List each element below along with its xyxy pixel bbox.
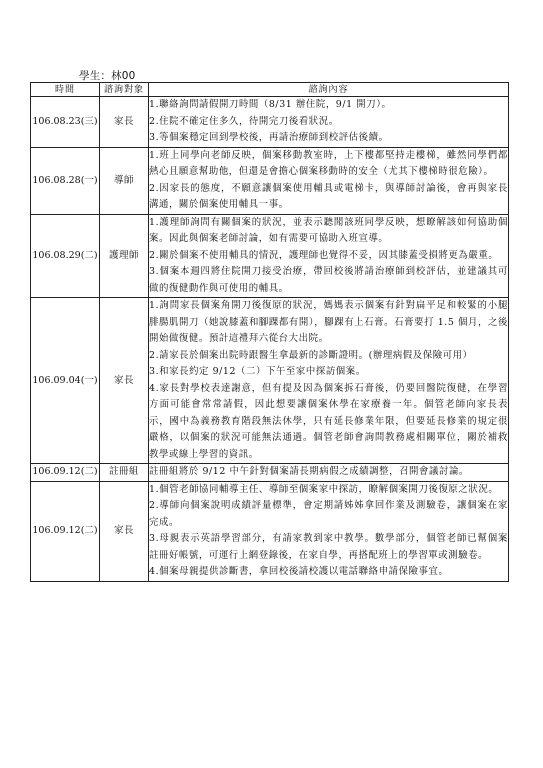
row-date: 106.08.29(二) <box>31 214 100 298</box>
row-content <box>149 97 509 148</box>
student-name-label: 學生：林00 <box>79 70 136 82</box>
consultation-log-table <box>30 82 509 582</box>
content-item: 2.請家長於個案出院時跟醫生拿最新的診斷證明。(辦理病假及保險可用） <box>149 349 473 361</box>
content-item: 4.家長對學校表達謝意，但有提及因為個案拆石膏後，仍要回醫院復健，在學習方面可能會常常請假，因此想要讓個案休學在家療養一年。個管老師向家長表示，國中為義務教育階段無法休學，只有延長修業年限，但要延長修業的規定很嚴格，以個案的狀況可能無法通過。個管老師會詢問教務處相關單位，關於補救教學或線上學習的資訊。 <box>149 382 508 460</box>
content-item: 2.導師向個案說明成績評量標準，會定期請姊姊拿回作業及測驗卷，讓個案在家完成。 <box>149 500 508 528</box>
content-item: 2.因家長的態度，不願意讓個案使用輔具或電梯卡，與導師討論後，會再與家長溝通，關於個案使用輔具一事。 <box>149 182 508 210</box>
table-row <box>31 298 509 464</box>
content-item: 3.個案本週四將住院開刀接受治療，帶回校後將請治療師到校評估，並建議其可做的復健動作與可使用的輔具。 <box>149 266 508 294</box>
content-item: 4.個案母親提供診斷書，拿回校後請校護以電話聯絡申請保險事宜。 <box>149 566 449 577</box>
row-consultee: 導師 <box>100 147 149 214</box>
row-content <box>149 464 509 482</box>
content-item: 2.關於個案不使用輔具的情況，護理師也覺得不妥，因其膝蓋受損將更為嚴重。 <box>149 249 499 261</box>
content-item: 1.個管老師協同輔導主任、導師至個案家中探訪，瞭解個案開刀後復原之狀況。 <box>149 483 499 495</box>
content-item: 2.住院不確定住多久，待開完刀後看狀況。 <box>149 115 339 127</box>
table-row <box>31 147 509 214</box>
content-item: 1.班上同學向老師反映，個案移動教室時，上下樓都堅持走樓梯，雖然同學們都熱心且願意幫助他，但還是會擔心個案移動時的安全（尤其下樓梯時很危險）。 <box>149 149 508 177</box>
content-item: 3.等個案穩定回到學校後，再請治療師到校評估後續。 <box>149 132 389 143</box>
content-item: 1.聯絡詢問請假開刀時間（8/31 辦住院，9/1 開刀）。 <box>149 99 392 110</box>
header-consultee: 諮詢對象 <box>100 83 149 97</box>
row-date: 106.08.28(一) <box>31 147 100 214</box>
table-row <box>31 97 509 148</box>
row-date: 106.09.12(二) <box>31 464 100 482</box>
row-consultee: 家長 <box>100 97 149 148</box>
row-content <box>149 298 509 464</box>
row-consultee: 註冊組 <box>100 464 149 482</box>
row-date: 106.09.04(一) <box>31 298 100 464</box>
table-row <box>31 464 509 482</box>
content-item: 3.母親表示英語學習部分，有請家教到家中教學。數學部分，個管老師已幫個案註冊好帳號，可運行上網登錄後，在家自學，再搭配班上的學習單或測驗卷。 <box>149 533 508 561</box>
table-row <box>31 214 509 298</box>
header-date: 時間 <box>31 83 100 97</box>
content-item: 註冊組將於 9/12 中午針對個案請長期病假之成績調整，召開會議討論。 <box>149 466 469 477</box>
row-content <box>149 214 509 298</box>
row-consultee: 家長 <box>100 298 149 464</box>
row-content <box>149 147 509 214</box>
row-content <box>149 481 509 581</box>
row-date: 106.09.12(二) <box>31 481 100 581</box>
header-content: 諮詢內容 <box>149 83 509 97</box>
content-item: 1.護理師詢問有關個案的狀況，並表示聽聞該班同學反映，想瞭解該如何協助個案。因此與個案老師討論，如有需要可協助入班宣導。 <box>149 216 508 244</box>
table-header-row <box>31 83 509 97</box>
row-consultee: 護理師 <box>100 214 149 298</box>
content-item: 1.詢問家長個案角開刀後復原的狀況，媽媽表示個案有針對扁平足和較緊的小腿腓腸肌開刀（她說膝蓋和腳踝都有開），腳踝有上石膏。石膏要打 1.5 個月，之後開始做復健。預計這禮拜六從台大出院。 <box>149 300 508 344</box>
content-item: 3.和家長約定 9/12（二）下午至家中探訪個案。 <box>149 366 366 377</box>
table-row <box>31 481 509 581</box>
row-consultee: 家長 <box>100 481 149 581</box>
row-date: 106.08.23(三) <box>31 97 100 148</box>
